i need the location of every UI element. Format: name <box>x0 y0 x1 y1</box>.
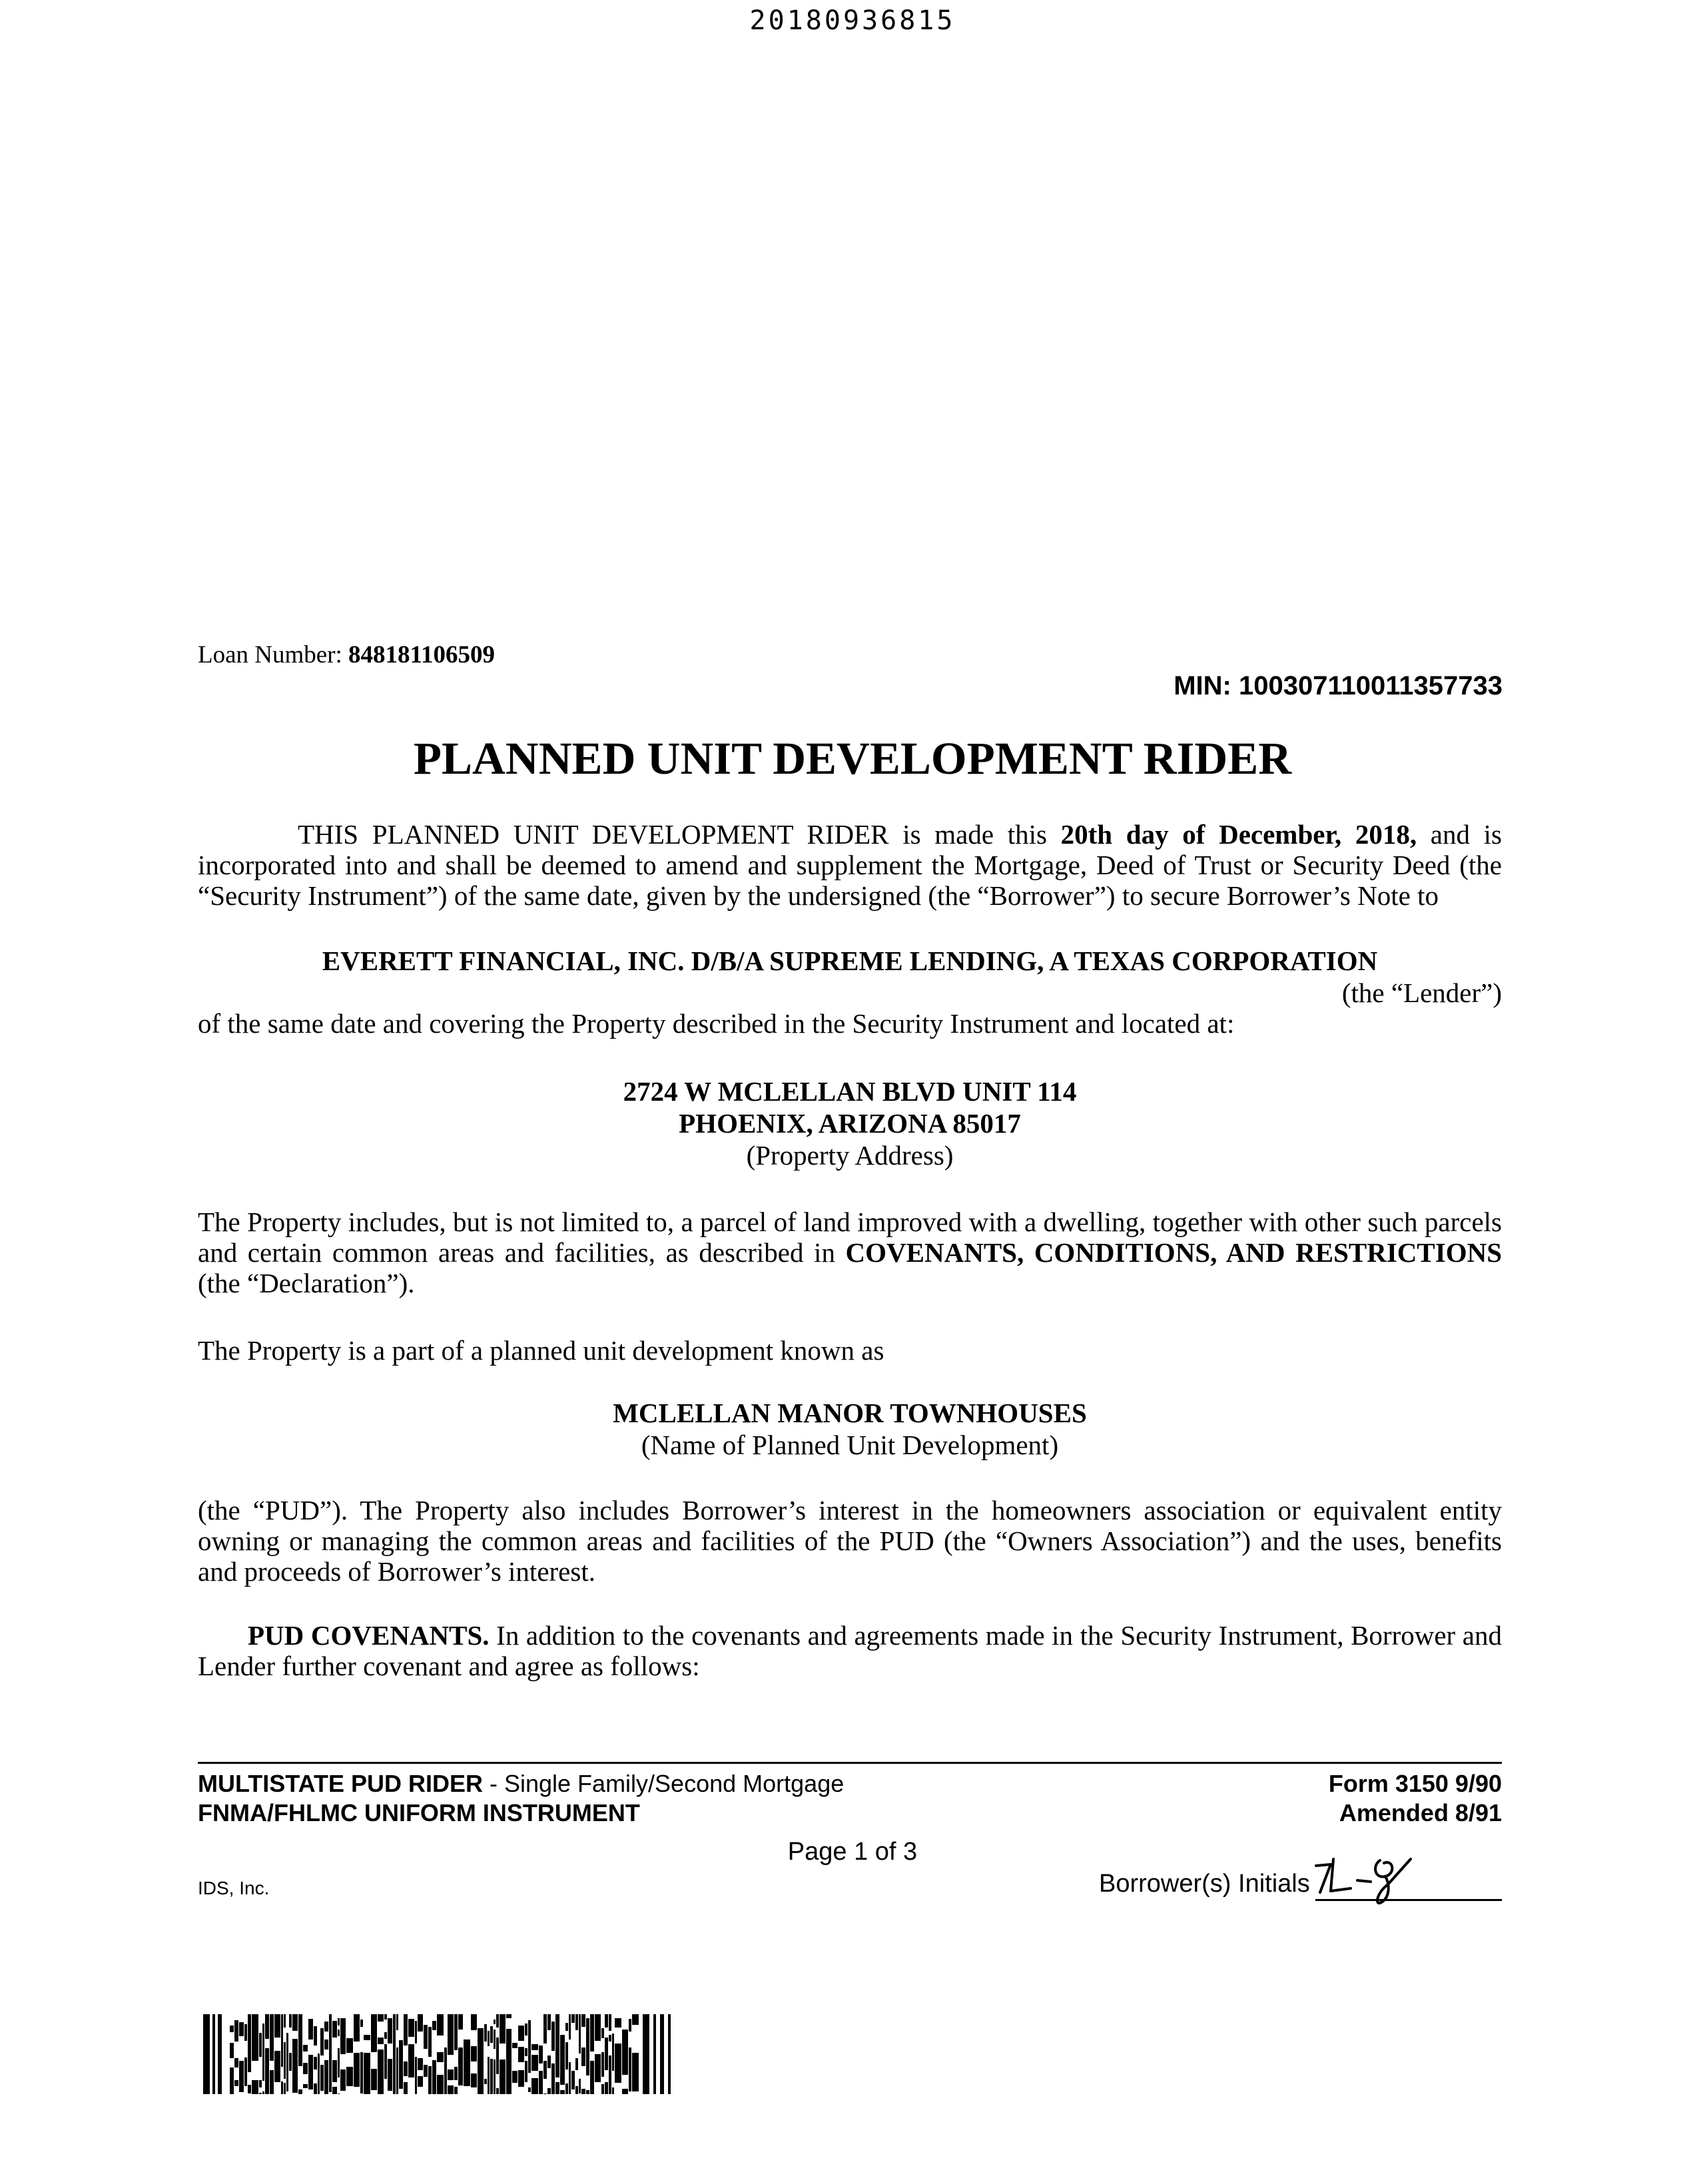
address-line-1: 2724 W MCLELLAN BLVD UNIT 114 <box>623 1076 1077 1107</box>
vendor-mark: IDS, Inc. <box>198 1878 270 1898</box>
document-number: 20180936815 <box>749 5 956 36</box>
form-amended: Amended 8/91 <box>1339 1799 1502 1826</box>
min-label: MIN: <box>1174 671 1231 700</box>
lender-label: (the “Lender”) <box>1341 977 1502 1008</box>
barcode-icon <box>203 2014 676 2094</box>
pud-covenants-heading: PUD COVENANTS. <box>248 1620 490 1651</box>
intro-text-b: and is incorporated into and shall be deemed to amend and supplement the Mortgage, Deed of Trust or Security Deed (the “Security Instrument”) of the same date, given by the undersigned (the “Borrower”) to secure Borrower’s Note to <box>198 819 1503 911</box>
property-includes-text-a: The Property includes, but is not limited to, a parcel of land improved with a dwelling, together with other such parcels and certain common areas and facilities, as described in <box>198 1207 1502 1268</box>
pud-covenants-paragraph <box>198 1620 1502 1681</box>
initials-signature <box>1311 1846 1424 1906</box>
pud-caption: (Name of Planned Unit Development) <box>641 1430 1059 1460</box>
footer-divider <box>198 1762 1502 1764</box>
document-title: PLANNED UNIT DEVELOPMENT RIDER <box>413 733 1292 784</box>
form-instrument: FNMA/FHLMC UNIFORM INSTRUMENT <box>198 1799 640 1826</box>
intro-date: 20th day of December, 2018, <box>1060 819 1417 850</box>
loan-number-value: 848181106509 <box>348 641 496 669</box>
loan-number <box>198 641 495 669</box>
pud-name-block <box>198 1397 1502 1461</box>
page-number: Page 1 of 3 <box>787 1838 918 1866</box>
form-number: Form 3150 9/90 <box>1328 1770 1502 1797</box>
min-number <box>1174 671 1503 701</box>
pud-paragraph: (the “PUD”). The Property also includes Borrower’s interest in the homeowners association or equivalent entity owning or managing the common areas and facilities of the PUD (the “Owners Association”) and the uses, benefits and proceeds of Borrower’s interest. <box>198 1495 1502 1587</box>
min-value: 100307110011357733 <box>1238 671 1503 700</box>
borrower-initials-label: Borrower(s) Initials <box>1099 1870 1310 1898</box>
property-address-block <box>198 1075 1502 1171</box>
form-title-rest: - Single Family/Second Mortgage <box>482 1770 845 1797</box>
intro-paragraph <box>198 819 1502 911</box>
intro-text-a: THIS PLANNED UNIT DEVELOPMENT RIDER is made this <box>298 819 1061 850</box>
address-line-2: PHOENIX, ARIZONA 85017 <box>679 1108 1021 1139</box>
address-caption: (Property Address) <box>746 1140 954 1171</box>
intro-continuation: of the same date and covering the Property described in the Security Instrument and located at: <box>198 1008 1235 1039</box>
property-includes-text-b: (the “Declaration”). <box>198 1268 415 1298</box>
lender-name: EVERETT FINANCIAL, INC. D/B/A SUPREME LENDING, A TEXAS CORPORATION <box>322 946 1378 976</box>
pud-name: MCLELLAN MANOR TOWNHOUSES <box>613 1398 1087 1428</box>
initials-line <box>1315 1899 1502 1901</box>
form-title-bold: MULTISTATE PUD RIDER <box>198 1770 483 1797</box>
declaration-name: COVENANTS, CONDITIONS, AND RESTRICTIONS <box>845 1237 1502 1268</box>
pud-intro: The Property is a part of a planned unit development known as <box>198 1335 884 1366</box>
form-title <box>198 1770 844 1798</box>
loan-number-label: Loan Number: <box>198 641 342 669</box>
property-includes-paragraph <box>198 1207 1502 1298</box>
pud-covenants-text: In addition to the covenants and agreements made in the Security Instrument, Borrower and Lender further covenant and agree as follows: <box>198 1620 1502 1681</box>
